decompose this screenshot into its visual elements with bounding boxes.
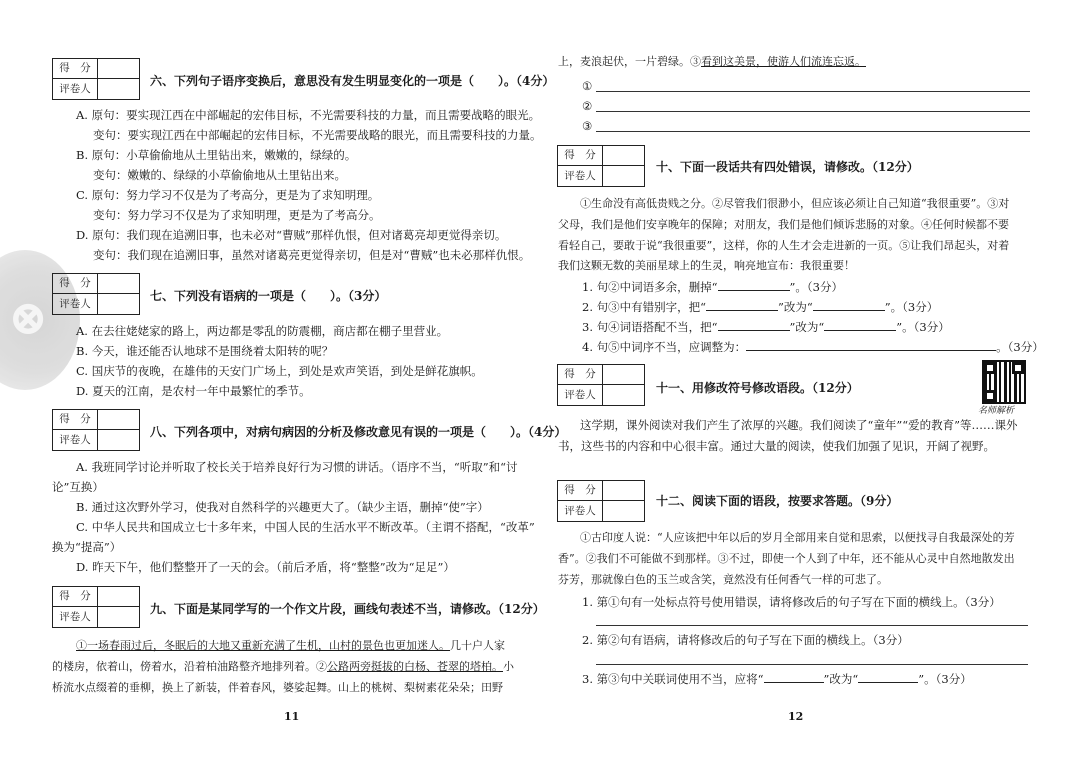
- fill-blank[interactable]: [813, 298, 885, 311]
- q9-para-line1: [76, 636, 505, 655]
- q10-item-text: ”。（3分）: [884, 300, 939, 314]
- q10-item-text: ”。（3分）: [789, 280, 843, 294]
- q6-option-a-alt: 变句：要实现江西在中部崛起的宏伟目标，不光需要战略的眼光，而且需要科技的力量。: [93, 128, 542, 142]
- score-box-q6: [52, 58, 140, 100]
- q6-option-d-alt: 变句：我们现在追溯旧事，虽然对诸葛亮更觉得亲切，但是对“曹贼”也未必那样仇恨。: [93, 248, 531, 262]
- q11-title: 十一、用修改符号修改语段。（12分）: [656, 381, 859, 395]
- fill-blank[interactable]: [824, 318, 896, 331]
- q9-underlined-sentence-3: 看到这美景，使游人们流连忘返。: [701, 55, 866, 68]
- q12-item-text: ”改为“: [823, 672, 859, 686]
- fill-blank[interactable]: [706, 298, 778, 311]
- score-label: 得 分: [558, 146, 603, 166]
- answer-line-3-label: ③: [582, 119, 593, 133]
- answer-line-q12-1[interactable]: [596, 625, 1028, 626]
- reviewer-label: 评卷人: [558, 501, 603, 521]
- qr-code-icon[interactable]: [982, 360, 1026, 404]
- q9-underlined-sentence-2: 公路两旁挺拔的白杨、苍翠的塔柏。: [327, 660, 503, 673]
- q7-option-d: D. 夏天的江南，是农村一年中最繁忙的季节。: [76, 384, 311, 398]
- score-cell[interactable]: [603, 365, 644, 385]
- fill-blank[interactable]: [858, 670, 918, 683]
- q8-option-c-cont: 换为“提高”）: [52, 540, 122, 554]
- q12-title: 十二、阅读下面的语段，按要求答题。（9分）: [656, 494, 899, 508]
- fill-blank[interactable]: [746, 338, 996, 351]
- answer-line-2[interactable]: [596, 111, 1030, 112]
- q8-option-a: A. 我班同学讨论并听取了校长关于培养良好行为习惯的讲话。（语序不当，“听取”和“讨: [76, 460, 518, 474]
- score-cell[interactable]: [603, 481, 644, 501]
- q10-item-text: ”改为“: [778, 300, 813, 314]
- q9-para-line2: [52, 657, 514, 676]
- reviewer-label: 评卷人: [53, 607, 98, 627]
- reviewer-label: 评卷人: [53, 294, 98, 314]
- score-cell[interactable]: [98, 59, 139, 79]
- seal-glyph: ⊗: [8, 290, 49, 346]
- q12-item-3: [582, 670, 972, 689]
- score-label: 得 分: [53, 587, 98, 607]
- q10-item-text: ”改为“: [789, 320, 825, 334]
- q12-item-text: 3. 第③句中关联词使用不当，应将“: [582, 672, 764, 686]
- score-box-q8: [52, 409, 140, 451]
- q7-option-c: C. 国庆节的夜晚，在雄伟的天安门广场上，到处是欢声笑语，到处是鲜花旗帜。: [76, 364, 483, 378]
- q9-text: 小: [503, 660, 514, 673]
- page-number-right: 12: [788, 710, 804, 723]
- q8-option-d: D. 昨天下午，他们整整开了一天的会。（前后矛盾，将“整整”改为“足足”）: [76, 560, 455, 574]
- score-label: 得 分: [53, 59, 98, 79]
- score-box-q12: [557, 480, 645, 522]
- q12-para-line: 芬芳，那就像白色的玉兰或含笑，竟然没有任何香气一样的可悲了。: [558, 573, 888, 586]
- q12-para-line: ①古印度人说：“人应该把中年以后的岁月全部用来自觉和思索，以便找寻自我最深处的芳: [580, 531, 1015, 544]
- q6-option-a: A. 原句：要实现江西在中部崛起的宏伟目标，不光需要科技的力量，而且需要战略的眼光。: [76, 108, 541, 122]
- q11-para-line: 这学期，课外阅读对我们产生了浓厚的兴趣。我们阅读了“童年”“爱的教育”等……课外: [580, 418, 1018, 432]
- reviewer-label: 评卷人: [558, 166, 603, 186]
- q10-item-text: 1. 句②中词语多余，删掉“: [582, 280, 718, 294]
- seal-watermark: [0, 250, 80, 390]
- reviewer-label: 评卷人: [53, 430, 98, 450]
- score-box-q7: [52, 273, 140, 315]
- fill-blank[interactable]: [718, 318, 790, 331]
- q10-item-1: [582, 278, 843, 297]
- q10-item-2: [582, 298, 938, 317]
- q11-para-line: 书，这些书的内容和中心很丰富。通过大量的阅读，使我们加强了见识，开阔了视野。: [558, 439, 995, 453]
- q6-title: 六、下列句子语序变换后，意思没有发生明显变化的一项是（ ）。（4分）: [150, 74, 555, 88]
- score-box-q11: [557, 364, 645, 406]
- qr-caption: 名师解析: [978, 406, 1015, 416]
- q12-item-text: ”。（3分）: [918, 672, 972, 686]
- q6-option-b: B. 原句：小草偷偷地从土里钻出来，嫩嫩的，绿绿的。: [76, 148, 357, 162]
- q7-option-a: A. 在去往姥姥家的路上，两边都是零乱的防震棚，商店都在棚子里营业。: [76, 324, 449, 338]
- score-cell[interactable]: [98, 587, 139, 607]
- q10-item-text: 4. 句⑤中词序不当，应调整为：: [582, 340, 747, 354]
- q8-option-a-cont: 论”互换）: [52, 480, 104, 494]
- q10-para-line: ①生命没有高低贵贱之分。②尽管我们很渺小，但应该必须让自己知道“我很重要”。③对: [580, 197, 1010, 210]
- score-label: 得 分: [558, 481, 603, 501]
- q10-para-line: 看轻自己，要敢于说“我很重要”，这样，你的人生才会走进新的一页。⑤让我们昂起头，对着: [558, 239, 1010, 252]
- score-label: 得 分: [558, 365, 603, 385]
- q7-title: 七、下列没有语病的一项是（ ）。（3分）: [150, 289, 387, 303]
- q10-item-text: 2. 句③中有错别字，把“: [582, 300, 707, 314]
- fill-blank[interactable]: [718, 278, 790, 291]
- q10-title: 十、下面一段话共有四处错误，请修改。（12分）: [656, 160, 919, 174]
- q10-item-text: 。（3分）: [996, 340, 1044, 354]
- q8-title: 八、下列各项中，对病句病因的分析及修改意见有误的一项是（ ）。（4分）: [150, 425, 567, 439]
- q10-para-line: 父母，我们是他们安享晚年的保障；对朋友，我们是他们倾诉悲肠的对象。④任何时候都不要: [558, 218, 1009, 231]
- q9-para-line3: 桥流水点缀着的垂柳，换上了新装，伴着春风，婆娑起舞。山上的桃树、梨树素花朵朵；田野: [52, 681, 503, 694]
- q9-text: 的楼房，依着山，傍着水，沿着柏油路整齐地排列着。②: [52, 660, 327, 673]
- q10-item-4: [582, 338, 1044, 357]
- score-label: 得 分: [53, 274, 98, 294]
- q12-para-line: 香”。②我们不可能做不到那样。③不过，即使一个人到了中年，还不能从心灵中自然地散发出: [558, 552, 1015, 565]
- q9-text: 上，麦浪起伏，一片碧绿。③: [558, 55, 701, 68]
- q9-title: 九、下面是某同学写的一个作文片段，画线句表述不当，请修改。（12分）: [150, 602, 545, 616]
- q10-item-text: ”。（3分）: [896, 320, 950, 334]
- q6-option-b-alt: 变句：嫩嫩的、绿绿的小草偷偷地从土里钻出来。: [93, 168, 346, 182]
- score-cell[interactable]: [98, 410, 139, 430]
- q9-underlined-sentence-1: ①一场春雨过后，冬眠后的大地又重新充满了生机，山村的景色也更加迷人。: [76, 639, 450, 652]
- q10-para-line: 我们这颗无数的美丽星球上的生灵，响亮地宣布：我很重要！: [558, 259, 855, 272]
- q10-item-3: [582, 318, 950, 337]
- page-number-left: 11: [284, 710, 300, 723]
- q7-option-b: B. 今天，谁还能否认地球不是围绕着太阳转的呢？: [76, 344, 334, 358]
- fill-blank[interactable]: [764, 670, 824, 683]
- score-cell[interactable]: [98, 274, 139, 294]
- reviewer-label: 评卷人: [53, 79, 98, 99]
- q12-item-1: 1. 第①句有一处标点符号使用错误，请将修改后的句子写在下面的横线上。（3分）: [582, 595, 1001, 609]
- answer-line-3[interactable]: [596, 131, 1030, 132]
- q9-para-line4: [558, 52, 866, 71]
- q12-item-2: 2. 第②句有语病，请将修改后的句子写在下面的横线上。（3分）: [582, 633, 909, 647]
- q9-text: 几十户人家: [450, 639, 505, 652]
- score-label: 得 分: [53, 410, 98, 430]
- q6-option-d: D. 原句：我们现在追溯旧事，也未必对“曹贼”那样仇恨，但对诸葛亮却更觉得亲切。: [76, 228, 507, 242]
- answer-line-q12-2[interactable]: [596, 664, 1028, 665]
- q6-option-c-alt: 变句：努力学习不仅是为了求知明理，更是为了考高分。: [93, 208, 381, 222]
- q8-option-b: B. 通过这次野外学习，使我对自然科学的兴趣更大了。（缺少主语，删掉“使”字）: [76, 500, 489, 514]
- q8-option-c: C. 中华人民共和国成立七十多年来，中国人民的生活水平不断改革。（主谓不搭配，“改革”: [76, 520, 535, 534]
- answer-line-2-label: ②: [582, 99, 593, 113]
- reviewer-label: 评卷人: [558, 385, 603, 405]
- score-box-q9: [52, 586, 140, 628]
- answer-line-1[interactable]: [596, 91, 1030, 92]
- q10-item-text: 3. 句④词语搭配不当，把“: [582, 320, 718, 334]
- score-box-q10: [557, 145, 645, 187]
- q6-option-c: C. 原句：努力学习不仅是为了考高分，更是为了求知明理。: [76, 188, 380, 202]
- answer-line-1-label: ①: [582, 79, 593, 93]
- score-cell[interactable]: [603, 146, 644, 166]
